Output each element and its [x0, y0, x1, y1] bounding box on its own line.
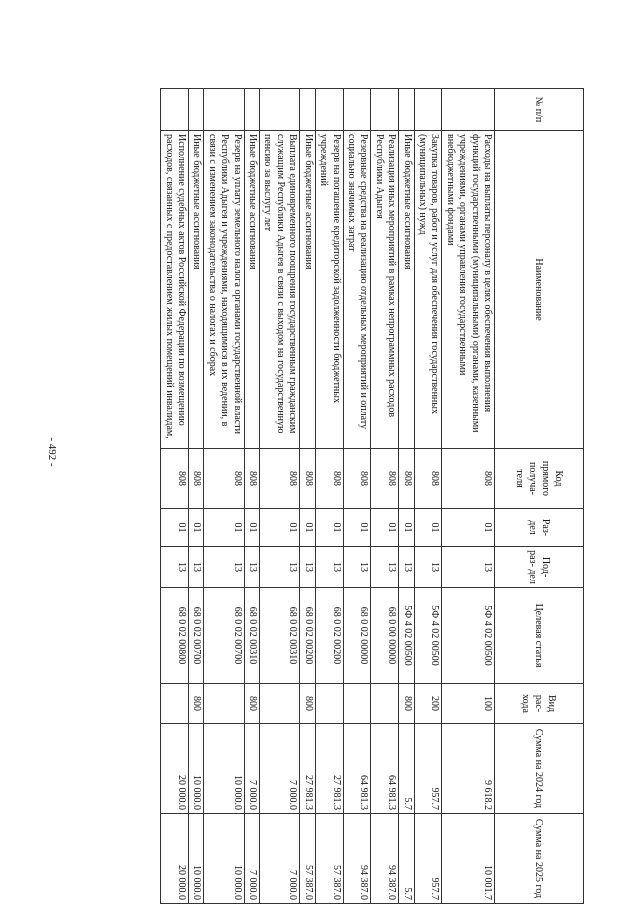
cell-code: 808 [343, 449, 371, 509]
cell-vr [260, 684, 300, 724]
cell-sum-2025: 7 000.0 [244, 814, 259, 904]
cell-razdel: 01 [343, 509, 371, 547]
cell-vr [204, 684, 244, 724]
cell-name: Иные бюджетные ассигнования [300, 131, 315, 449]
cell-razdel: 01 [204, 509, 244, 547]
cell-podrazdel: 13 [315, 547, 343, 588]
header-sum-2024: Сумма на 2024 год [495, 724, 584, 814]
cell-vr [371, 684, 399, 724]
table-row [399, 89, 414, 904]
cell-num [204, 89, 244, 131]
header-code: Код прямого получа- теля [495, 449, 584, 509]
cell-num [399, 89, 414, 131]
cell-sum-2024: 64 981.3 [371, 724, 399, 814]
cell-name: Иные бюджетные ассигнования [244, 131, 259, 449]
cell-num [244, 89, 259, 131]
cell-name: Реализация иных мероприятий в рамках непрограммных расходов Республики Адыгея [371, 131, 399, 449]
cell-sum-2025: 5.7 [399, 814, 414, 904]
cell-csr: 5Ф 4 02 00500 [442, 588, 495, 684]
cell-razdel: 01 [315, 509, 343, 547]
cell-csr: 68 0 02 00800 [161, 588, 189, 684]
cell-csr: 68 0 02 00000 [343, 588, 371, 684]
cell-name: Резерв на погашение кредиторской задолженности бюджетных учреждений [315, 131, 343, 449]
cell-vr: 800 [244, 684, 259, 724]
cell-sum-2024: 20 000.0 [161, 724, 189, 814]
cell-code: 808 [315, 449, 343, 509]
cell-code: 808 [260, 449, 300, 509]
cell-razdel: 01 [260, 509, 300, 547]
cell-sum-2024: 5.7 [399, 724, 414, 814]
cell-csr: 68 0 00 00000 [371, 588, 399, 684]
cell-podrazdel: 13 [244, 547, 259, 588]
cell-sum-2025: 10 000.0 [189, 814, 204, 904]
cell-podrazdel: 13 [189, 547, 204, 588]
cell-num [189, 89, 204, 131]
table-row [442, 89, 495, 904]
cell-podrazdel: 13 [204, 547, 244, 588]
cell-name: Иные бюджетные ассигнования [189, 131, 204, 449]
cell-csr: 68 0 02 00310 [260, 588, 300, 684]
cell-vr [315, 684, 343, 724]
cell-razdel: 01 [414, 509, 442, 547]
cell-sum-2025: 20 000.0 [161, 814, 189, 904]
cell-sum-2025: 10 001.7 [442, 814, 495, 904]
header-name: Наименование [495, 131, 584, 449]
cell-name: Закупка товаров, работ и услуг для обеспечения государственных (муниципальных) нужд [414, 131, 442, 449]
table-row [244, 89, 259, 904]
header-vr: Вид рас- хода [495, 684, 584, 724]
cell-podrazdel: 13 [442, 547, 495, 588]
cell-csr: 68 0 02 00700 [189, 588, 204, 684]
budget-table [160, 88, 584, 904]
cell-name: Резерв на уплату земельного налога органами государственной власти Республики Адыгея и учреждениями, находящимися в их ведении, в связи с изменением законодательства о налогах и сборах [204, 131, 244, 449]
cell-sum-2024: 7 000.0 [260, 724, 300, 814]
cell-vr: 100 [442, 684, 495, 724]
cell-vr [343, 684, 371, 724]
cell-code: 808 [300, 449, 315, 509]
cell-code: 808 [399, 449, 414, 509]
table-row [371, 89, 399, 904]
cell-csr: 68 0 02 00700 [204, 588, 244, 684]
cell-csr: 5Ф 4 02 00500 [399, 588, 414, 684]
cell-sum-2024: 957.7 [414, 724, 442, 814]
cell-razdel: 01 [371, 509, 399, 547]
cell-podrazdel: 13 [399, 547, 414, 588]
cell-code: 808 [204, 449, 244, 509]
cell-code: 808 [161, 449, 189, 509]
cell-sum-2025: 10 000.0 [204, 814, 244, 904]
table-row [204, 89, 244, 904]
cell-num [300, 89, 315, 131]
cell-csr: 5Ф 4 02 00500 [414, 588, 442, 684]
cell-sum-2024: 64 981.3 [343, 724, 371, 814]
cell-sum-2025: 7 000.0 [260, 814, 300, 904]
cell-razdel: 01 [442, 509, 495, 547]
cell-razdel: 01 [244, 509, 259, 547]
cell-sum-2024: 27 981.3 [315, 724, 343, 814]
cell-name: Резервные средства на реализацию отдельных мероприятий и оплату социально значимых затрат [343, 131, 371, 449]
cell-name: Выплата единовременного поощрения государственным гражданским служащим Республики Адыгея в связи с выходом на государственную пенсию за выслугу лет [260, 131, 300, 449]
cell-sum-2024: 9 618.2 [442, 724, 495, 814]
cell-sum-2025: 57 387.0 [315, 814, 343, 904]
cell-num [161, 89, 189, 131]
header-csr: Целевая статья [495, 588, 584, 684]
cell-num [343, 89, 371, 131]
header-num: № п/п [495, 89, 584, 131]
cell-name: Расходы на выплаты персоналу в целях обеспечения выполнения функций государственными (муниципальными) органами, казенными учреждениями, органами управления государственными внебюджетными фондами [442, 131, 495, 449]
cell-num [371, 89, 399, 131]
cell-sum-2024: 10 000.0 [204, 724, 244, 814]
table-row [300, 89, 315, 904]
cell-razdel: 01 [189, 509, 204, 547]
cell-code: 808 [414, 449, 442, 509]
table-row [315, 89, 343, 904]
cell-podrazdel: 13 [414, 547, 442, 588]
cell-sum-2024: 10 000.0 [189, 724, 204, 814]
cell-code: 808 [244, 449, 259, 509]
cell-podrazdel: 13 [343, 547, 371, 588]
cell-vr: 800 [300, 684, 315, 724]
cell-num [315, 89, 343, 131]
cell-podrazdel: 13 [161, 547, 189, 588]
cell-sum-2024: 27 981.3 [300, 724, 315, 814]
table-row [161, 89, 189, 904]
cell-code: 808 [189, 449, 204, 509]
cell-razdel: 01 [161, 509, 189, 547]
header-razdel: Раз- дел [495, 509, 584, 547]
cell-sum-2025: 94 387.0 [343, 814, 371, 904]
cell-sum-2025: 57 387.0 [300, 814, 315, 904]
cell-code: 808 [371, 449, 399, 509]
table-header-row [495, 89, 584, 904]
cell-num [442, 89, 495, 131]
cell-podrazdel: 13 [300, 547, 315, 588]
budget-table-page [119, 88, 584, 903]
cell-razdel: 01 [399, 509, 414, 547]
cell-name: Иные бюджетные ассигнования [399, 131, 414, 449]
cell-sum-2025: 957.7 [414, 814, 442, 904]
table-row [260, 89, 300, 904]
header-podrazdel: Под- раз- дел [495, 547, 584, 588]
cell-vr: 200 [414, 684, 442, 724]
cell-csr: 68 0 02 00200 [315, 588, 343, 684]
cell-csr: 68 0 02 00310 [244, 588, 259, 684]
cell-podrazdel: 13 [260, 547, 300, 588]
cell-num [260, 89, 300, 131]
cell-num [414, 89, 442, 131]
cell-vr: 800 [189, 684, 204, 724]
cell-csr: 68 0 02 00200 [300, 588, 315, 684]
cell-sum-2025: 94 387.0 [371, 814, 399, 904]
cell-code: 808 [442, 449, 495, 509]
cell-podrazdel: 13 [371, 547, 399, 588]
cell-vr: 800 [399, 684, 414, 724]
cell-sum-2024: 7 000.0 [244, 724, 259, 814]
cell-name: Исполнение судебных актов Российской Федерации по возмещению расходов, связанных с предоставлением жилых помещений инвалидам, [161, 131, 189, 449]
page-number: - 492 - [46, 437, 58, 467]
table-row [414, 89, 442, 904]
table-row [343, 89, 371, 904]
table-row [189, 89, 204, 904]
header-sum-2025: Сумма на 2025 год [495, 814, 584, 904]
cell-vr [161, 684, 189, 724]
cell-razdel: 01 [300, 509, 315, 547]
